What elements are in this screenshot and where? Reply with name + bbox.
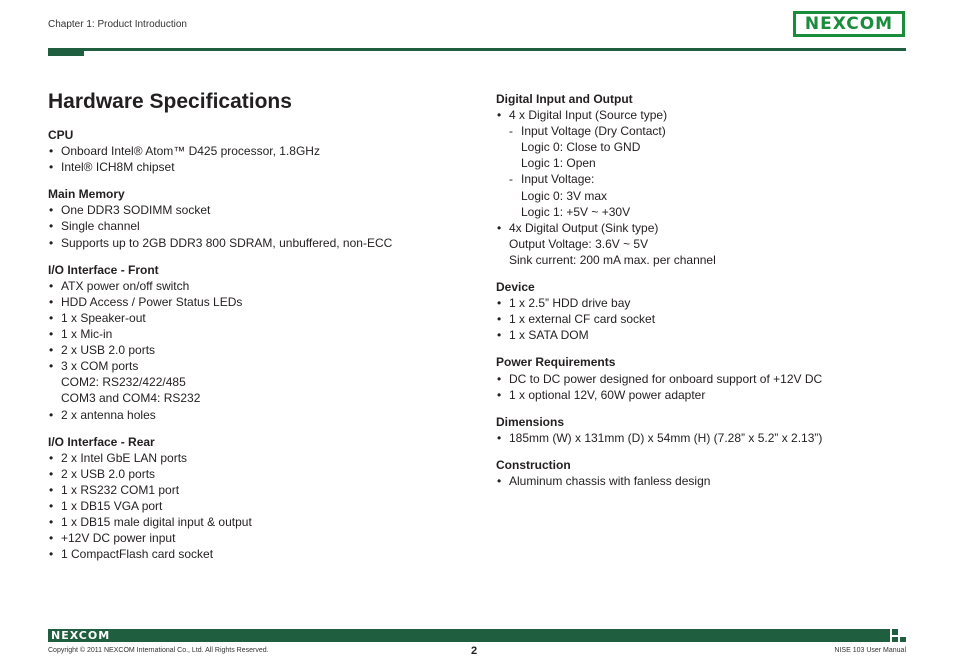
list-item: • Intel® ICH8M chipset	[48, 159, 468, 175]
footer-logo: NEXCOM	[51, 629, 111, 642]
list-item: • 1 x DB15 male digital input & output	[48, 514, 468, 530]
section-io-front	[48, 262, 468, 423]
sub-line: Sink current: 200 mA max. per channel	[509, 252, 716, 267]
list-item: • 185mm (W) x 131mm (D) x 54mm (H) (7.28” x 5.2” x 2.13”)	[496, 430, 916, 446]
page-title: Hardware Specifications	[48, 90, 292, 113]
list-item: • 1 x SATA DOM	[496, 327, 916, 343]
section-heading: Construction	[496, 457, 571, 472]
list-item-digital-input	[496, 107, 916, 220]
section-dimensions	[496, 414, 916, 446]
list-item: • Single channel	[48, 218, 468, 234]
list-item: • 1 x external CF card socket	[496, 311, 916, 327]
list-item: • Supports up to 2GB DDR3 800 SDRAM, unbuffered, non-ECC	[48, 235, 468, 251]
section-main-memory	[48, 186, 468, 250]
list-item: • Aluminum chassis with fanless design	[496, 473, 916, 489]
nexcom-logo	[793, 11, 905, 37]
list-item: • 1 x 2.5” HDD drive bay	[496, 295, 916, 311]
list-item: • HDD Access / Power Status LEDs	[48, 294, 468, 310]
list-item: • 1 CompactFlash card socket	[48, 546, 468, 562]
list-item-label: • 3 x COM ports	[61, 359, 139, 374]
section-device	[496, 279, 916, 343]
list-item: • ATX power on/off switch	[48, 278, 468, 294]
sub-line: Logic 1: +5V ~ +30V	[521, 204, 631, 219]
list-item: • 1 x Speaker-out	[48, 310, 468, 326]
header-rule-tab	[48, 48, 84, 56]
footer-square-icon	[892, 629, 898, 635]
footer-bar	[48, 629, 890, 642]
list-item: • Onboard Intel® Atom™ D425 processor, 1.8GHz	[48, 143, 468, 159]
sub-line: Logic 1: Open	[521, 156, 596, 171]
section-heading: Dimensions	[496, 414, 565, 429]
section-heading: Power Requirements	[496, 355, 616, 370]
sub-line: Logic 0: 3V max	[521, 188, 608, 203]
list-item-label: • 4 x Digital Input (Source type)	[509, 108, 668, 123]
list-item: • 2 x Intel GbE LAN ports	[48, 450, 468, 466]
sub-item: - Input Voltage:	[509, 171, 916, 187]
section-heading: I/O Interface - Front	[48, 262, 159, 277]
section-heading: Main Memory	[48, 187, 125, 202]
section-io-rear	[48, 434, 468, 563]
list-item-digital-output	[496, 220, 916, 268]
list-item: • One DDR3 SODIMM socket	[48, 202, 468, 218]
sub-line: COM2: RS232/422/485	[61, 375, 186, 390]
list-item: • 1 x DB15 VGA port	[48, 498, 468, 514]
section-cpu	[48, 127, 468, 175]
section-construction	[496, 457, 916, 489]
logo-text: NEXCOM	[804, 13, 894, 34]
list-item: • 1 x optional 12V, 60W power adapter	[496, 387, 916, 403]
sub-line: Output Voltage: 3.6V ~ 5V	[509, 236, 649, 251]
section-heading: I/O Interface - Rear	[48, 434, 155, 449]
sub-line: Logic 0: Close to GND	[521, 140, 641, 155]
list-item: • 1 x Mic-in	[48, 326, 468, 342]
copyright: Copyright © 2011 NEXCOM International Co., Ltd. All Rights Reserved.	[48, 647, 269, 654]
sub-item: - Input Voltage (Dry Contact)	[509, 123, 916, 139]
section-heading: Digital Input and Output	[496, 92, 633, 106]
list-item: • DC to DC power designed for onboard support of +12V DC	[496, 371, 916, 387]
list-item: • 2 x USB 2.0 ports	[48, 466, 468, 482]
section-heading: CPU	[48, 128, 74, 142]
manual-name: NISE 103 User Manual	[834, 647, 906, 654]
page-number: 2	[471, 645, 478, 657]
list-item: • 1 x RS232 COM1 port	[48, 482, 468, 498]
list-item: • 2 x antenna holes	[48, 407, 468, 423]
list-item: • 2 x USB 2.0 ports	[48, 342, 468, 358]
list-item-label: • 4x Digital Output (Sink type)	[509, 220, 659, 235]
section-digital-io	[496, 91, 916, 268]
footer-square-icon	[900, 637, 906, 642]
list-item-com-ports	[48, 358, 468, 406]
left-column	[48, 127, 468, 573]
header-rule	[48, 48, 906, 51]
footer-square-icon	[892, 637, 898, 642]
sub-line: COM3 and COM4: RS232	[61, 391, 201, 406]
list-item: • +12V DC power input	[48, 530, 468, 546]
section-heading: Device	[496, 280, 535, 295]
right-column	[496, 91, 916, 500]
section-power-requirements	[496, 354, 916, 402]
chapter-label: Chapter 1: Product Introduction	[48, 19, 187, 30]
